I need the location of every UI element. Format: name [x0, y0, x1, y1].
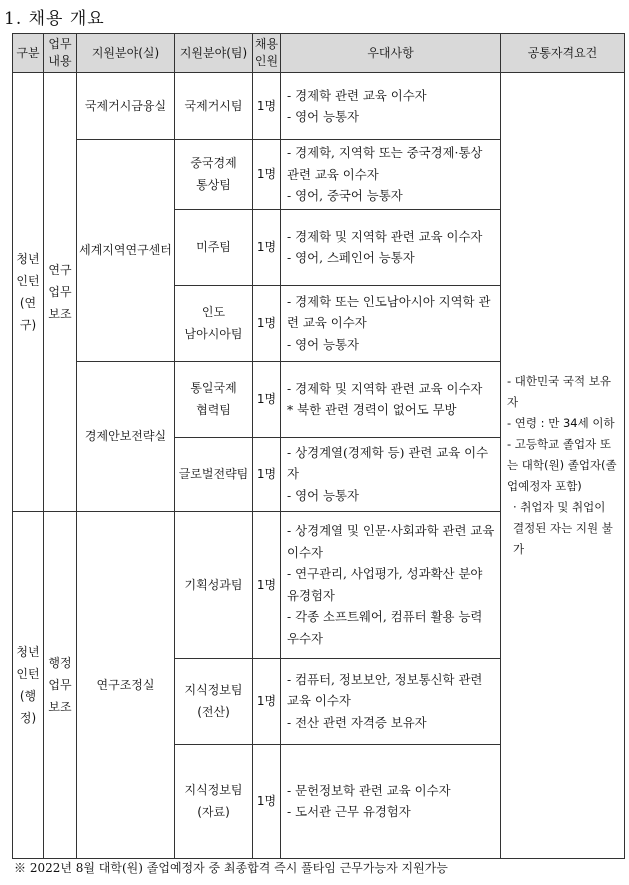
header-dept-sil: 지원분야(실): [77, 34, 175, 73]
count-cell: 1명: [253, 73, 281, 140]
header-common: 공통자격요건: [501, 34, 625, 73]
sil-cell: 국제거시금융실: [77, 73, 175, 140]
footnote: ※ 2022년 8월 대학(원) 졸업예정자 중 최종합격 즉시 풀타임 근무가능자 지원가능: [14, 861, 448, 875]
preference-cell: [281, 744, 501, 858]
preference-item: - 각종 소프트웨어, 컴퓨터 활용 능력 우수자: [287, 609, 483, 646]
count-cell: 1명: [253, 140, 281, 210]
table-row: [13, 73, 625, 140]
common-item: - 고등학교 졸업자 또는 대학(원) 졸업자(졸업예정자 포함): [507, 436, 617, 493]
preference-cell: [281, 140, 501, 210]
preference-item: - 경제학, 지역학 또는 중국경제·통상 관련 교육 이수자: [287, 145, 483, 182]
header-dept-team: 지원분야(팀): [175, 34, 253, 73]
recruitment-table: [12, 33, 625, 859]
count-cell: 1명: [253, 437, 281, 511]
category-admin: 청년 인턴 (행정): [13, 511, 44, 858]
common-item: · 취업자 및 취업이 결정된 자는 지원 불가: [513, 499, 613, 556]
sil-cell: 연구조정실: [77, 511, 175, 858]
team-cell: 글로벌전략팀: [175, 437, 253, 511]
section-title: 1. 채용 개요: [4, 9, 105, 29]
preference-item: - 경제학 및 지역학 관련 교육 이수자: [287, 380, 483, 396]
count-cell: 1명: [253, 209, 281, 285]
sil-cell: 경제안보전략실: [77, 361, 175, 511]
preference-cell: [281, 73, 501, 140]
preference-item: - 영어 능통자: [287, 336, 359, 352]
count-cell: 1명: [253, 285, 281, 361]
preference-cell: [281, 511, 501, 658]
team-cell: 미주팀: [175, 209, 253, 285]
team-cell: 지식정보팀 (전산): [175, 658, 253, 744]
preference-item: - 전산 관련 자격증 보유자: [287, 714, 427, 730]
count-cell: 1명: [253, 744, 281, 858]
preference-item: - 경제학 또는 인도남아시아 지역학 관련 교육 이수자: [287, 293, 491, 331]
common-requirements: [501, 73, 625, 859]
preference-cell: [281, 437, 501, 511]
preference-item: - 경제학 관련 교육 이수자: [287, 87, 427, 103]
preference-item: - 영어 능통자: [287, 109, 359, 124]
preference-cell: [281, 209, 501, 285]
count-cell: 1명: [253, 361, 281, 437]
preference-item: - 경제학 및 지역학 관련 교육 이수자: [287, 228, 483, 244]
work-admin: 행정 업무 보조: [44, 511, 77, 858]
count-cell: 1명: [253, 658, 281, 744]
preference-cell: [281, 361, 501, 437]
header-work: 업무 내용: [44, 34, 77, 73]
common-item: - 연령 : 만 34세 이하: [507, 415, 615, 430]
preference-cell: [281, 658, 501, 744]
preference-item: - 컴퓨터, 정보보안, 정보통신학 관련 교육 이수자: [287, 671, 483, 709]
team-cell: 국제거시팀: [175, 73, 253, 140]
preference-item: - 상경계열 및 인문·사회과학 관련 교육 이수자: [287, 523, 495, 560]
preference-item: - 상경계열(경제학 등) 관련 교육 이수자: [287, 444, 489, 482]
preference-item: - 연구관리, 사업평가, 성과확산 분야 유경험자: [287, 566, 483, 603]
category-research: 청년 인턴 (연구): [13, 73, 44, 512]
preference-item: - 영어 능통자: [287, 487, 359, 503]
team-cell: 인도 남아시아팀: [175, 285, 253, 361]
sil-cell: 세계지역연구센터: [77, 140, 175, 362]
team-cell: 지식정보팀 (자료): [175, 744, 253, 858]
preference-item: - 영어, 중국어 능통자: [287, 188, 403, 203]
header-preference: 우대사항: [281, 34, 501, 73]
team-cell: 중국경제 통상팀: [175, 140, 253, 210]
count-cell: 1명: [253, 511, 281, 658]
preference-item: - 문헌정보학 관련 교육 이수자: [287, 782, 451, 798]
preference-item: - 도서관 근무 유경험자: [287, 804, 411, 819]
header-count: 채용 인원: [253, 34, 281, 73]
preference-item: - 영어, 스페인어 능통자: [287, 250, 415, 265]
team-cell: 통일국제 협력팀: [175, 361, 253, 437]
work-research: 연구 업무 보조: [44, 73, 77, 512]
preference-item: * 북한 관련 경력이 없어도 무방: [287, 402, 457, 417]
preference-cell: [281, 285, 501, 361]
common-item: - 대한민국 국적 보유자: [507, 373, 611, 409]
team-cell: 기획성과팀: [175, 511, 253, 658]
table-header-row: [13, 34, 625, 73]
header-category: 구분: [13, 34, 44, 73]
